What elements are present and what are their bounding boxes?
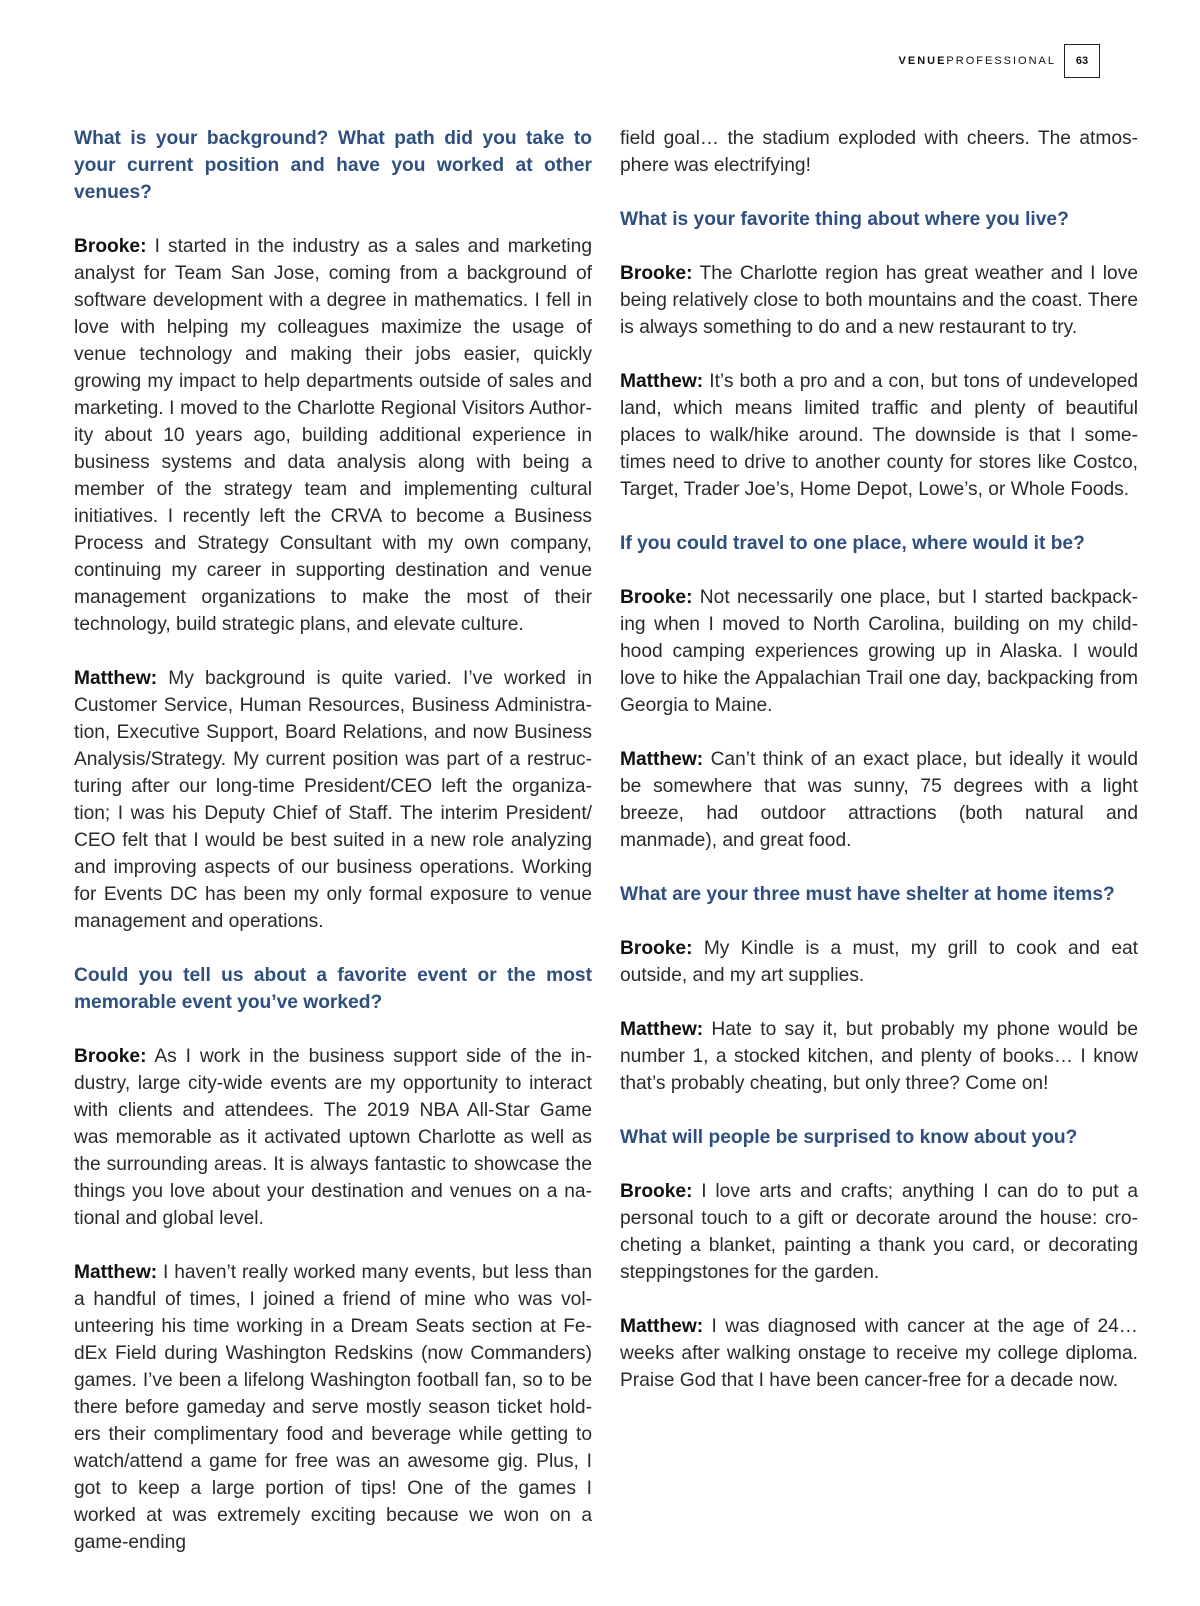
question-heading: If you could travel to one place, where would it be?: [620, 533, 1085, 554]
left-column: [74, 125, 592, 1583]
speaker-name: Matthew:: [620, 1019, 704, 1040]
answer-text: My background is quite varied. I’ve worked in Customer Service, Human Resources, Business Administration, Executive Support, Board Relations, and now Business Analysis/Strategy. My current position was part of a restructuring after our long-time President/CEO left the organization; I was his Deputy Chief of Staff. The interim President/ CEO felt that I would be best suited in a new role analyzing and improving aspects of our business operations. Working for Events DC has been my only formal exposure to venue management and operations.: [74, 668, 592, 932]
speaker-name: Brooke:: [620, 587, 693, 608]
question-heading: Could you tell us about a favorite event or the most memorable event you’ve worked?: [74, 965, 592, 1013]
brand-rest: PROFESSIONAL: [946, 55, 1056, 67]
question-heading: What is your background? What path did you take to your current position and have you worked at other venues?: [74, 128, 592, 203]
page-header: [899, 44, 1100, 78]
answer-paragraph: [620, 1016, 1138, 1097]
answer-paragraph: [620, 935, 1138, 989]
speaker-name: Brooke:: [74, 236, 147, 257]
answer-paragraph: [74, 233, 592, 638]
answer-text: My Kindle is a must, my grill to cook and eat outside, and my art supplies.: [620, 938, 1138, 986]
answer-paragraph: [74, 1043, 592, 1232]
speaker-name: Matthew:: [620, 1316, 704, 1337]
speaker-name: Matthew:: [74, 1262, 158, 1283]
answer-text: Can’t think of an exact place, but ideally it would be somewhere that was sunny, 75 degrees with a light breeze, had outdoor attractions (both natural and manmade), and great food.: [620, 749, 1138, 851]
question-heading: What will people be surprised to know about you?: [620, 1127, 1078, 1148]
question-heading: What are your three must have shelter at home items?: [620, 884, 1115, 905]
answer-paragraph: [620, 1313, 1138, 1394]
speaker-name: Matthew:: [620, 371, 704, 392]
answer-text: It’s both a pro and a con, but tons of undeveloped land, which means limited traffic and plenty of beautiful places to walk/hike around. The downside is that I sometimes need to drive to another county for stores like Costco, Target, Trader Joe’s, Home Depot, Lowe’s, or Whole Foods.: [620, 371, 1138, 500]
speaker-name: Matthew:: [74, 668, 158, 689]
answer-paragraph: [74, 665, 592, 935]
brand-bold: VENUE: [898, 55, 947, 67]
answer-paragraph: [620, 260, 1138, 341]
speaker-name: Brooke:: [620, 263, 693, 284]
speaker-name: Brooke:: [620, 938, 693, 959]
answer-paragraph: [620, 1178, 1138, 1286]
answer-text: The Charlotte region has great weather and I love being relatively close to both mountains and the coast. There is always something to do and a new restaurant to try.: [620, 263, 1138, 338]
question-heading: What is your favorite thing about where you live?: [620, 209, 1069, 230]
answer-text: I was diagnosed with cancer at the age of 24… weeks after walking onstage to receive my college diploma. Praise God that I have been cancer-free for a decade now.: [620, 1316, 1138, 1391]
answer-text: I haven’t really worked many events, but less than a handful of times, I joined a friend of mine who was volunteering his time working in a Dream Seats section at FedEx Field during Washington Redskins (now Commanders) games. I’ve been a lifelong Washington football fan, so to be there before gameday and serve mostly season ticket holders their complimentary food and beverage while getting to watch/attend a game for free was an awesome gig. Plus, I got to keep a large portion of tips! One of the games I worked at was extremely exciting because we won on a game-ending: [74, 1262, 592, 1553]
answer-paragraph: [74, 1259, 592, 1556]
answer-text: I started in the industry as a sales and marketing analyst for Team San Jose, coming from a background of software development with a degree in mathematics. I fell in love with helping my colleagues maximize the usage of venue technology and making their jobs easier, quickly growing my impact to help departments outside of sales and marketing. I moved to the Charlotte Regional Visitors Authority about 10 years ago, building additional experience in business systems and data analysis along with being a member of the strategy team and implementing cultural initiatives. I recently left the CRVA to become a Business Process and Strategy Consultant with my own company, continuing my career in supporting destination and venue management organizations to make the most of their technology, build strategic plans, and elevate culture.: [74, 236, 592, 635]
speaker-name: Brooke:: [74, 1046, 147, 1067]
answer-text: Not necessarily one place, but I started backpacking when I moved to North Carolina, building on my childhood camping experiences growing up in Alaska. I would love to hike the Appalachian Trail one day, backpacking from Georgia to Maine.: [620, 587, 1138, 716]
answer-paragraph: [620, 584, 1138, 719]
answer-text: As I work in the business support side of the industry, large city-wide events are my opportunity to interact with clients and attendees. The 2019 NBA All-Star Game was memorable as it activated uptown Charlotte as well as the surrounding areas. It is always fantastic to showcase the things you love about your destination and venues on a national and global level.: [74, 1046, 592, 1229]
right-column: [620, 125, 1138, 1421]
page-number: 63: [1064, 44, 1100, 78]
answer-text: I love arts and crafts; anything I can do to put a personal touch to a gift or decorate around the house: crocheting a blanket, painting a thank you card, or decorating steppingstones for the garden.: [620, 1181, 1138, 1283]
answer-paragraph: [620, 368, 1138, 503]
speaker-name: Brooke:: [620, 1181, 693, 1202]
speaker-name: Matthew:: [620, 749, 704, 770]
continued-paragraph: field goal… the stadium exploded with cheers. The atmosphere was electrifying!: [620, 128, 1138, 176]
answer-paragraph: [620, 746, 1138, 854]
publication-name: [899, 55, 1056, 67]
answer-text: Hate to say it, but probably my phone would be number 1, a stocked kitchen, and plenty of books… I know that’s probably cheating, but only three? Come on!: [620, 1019, 1138, 1094]
